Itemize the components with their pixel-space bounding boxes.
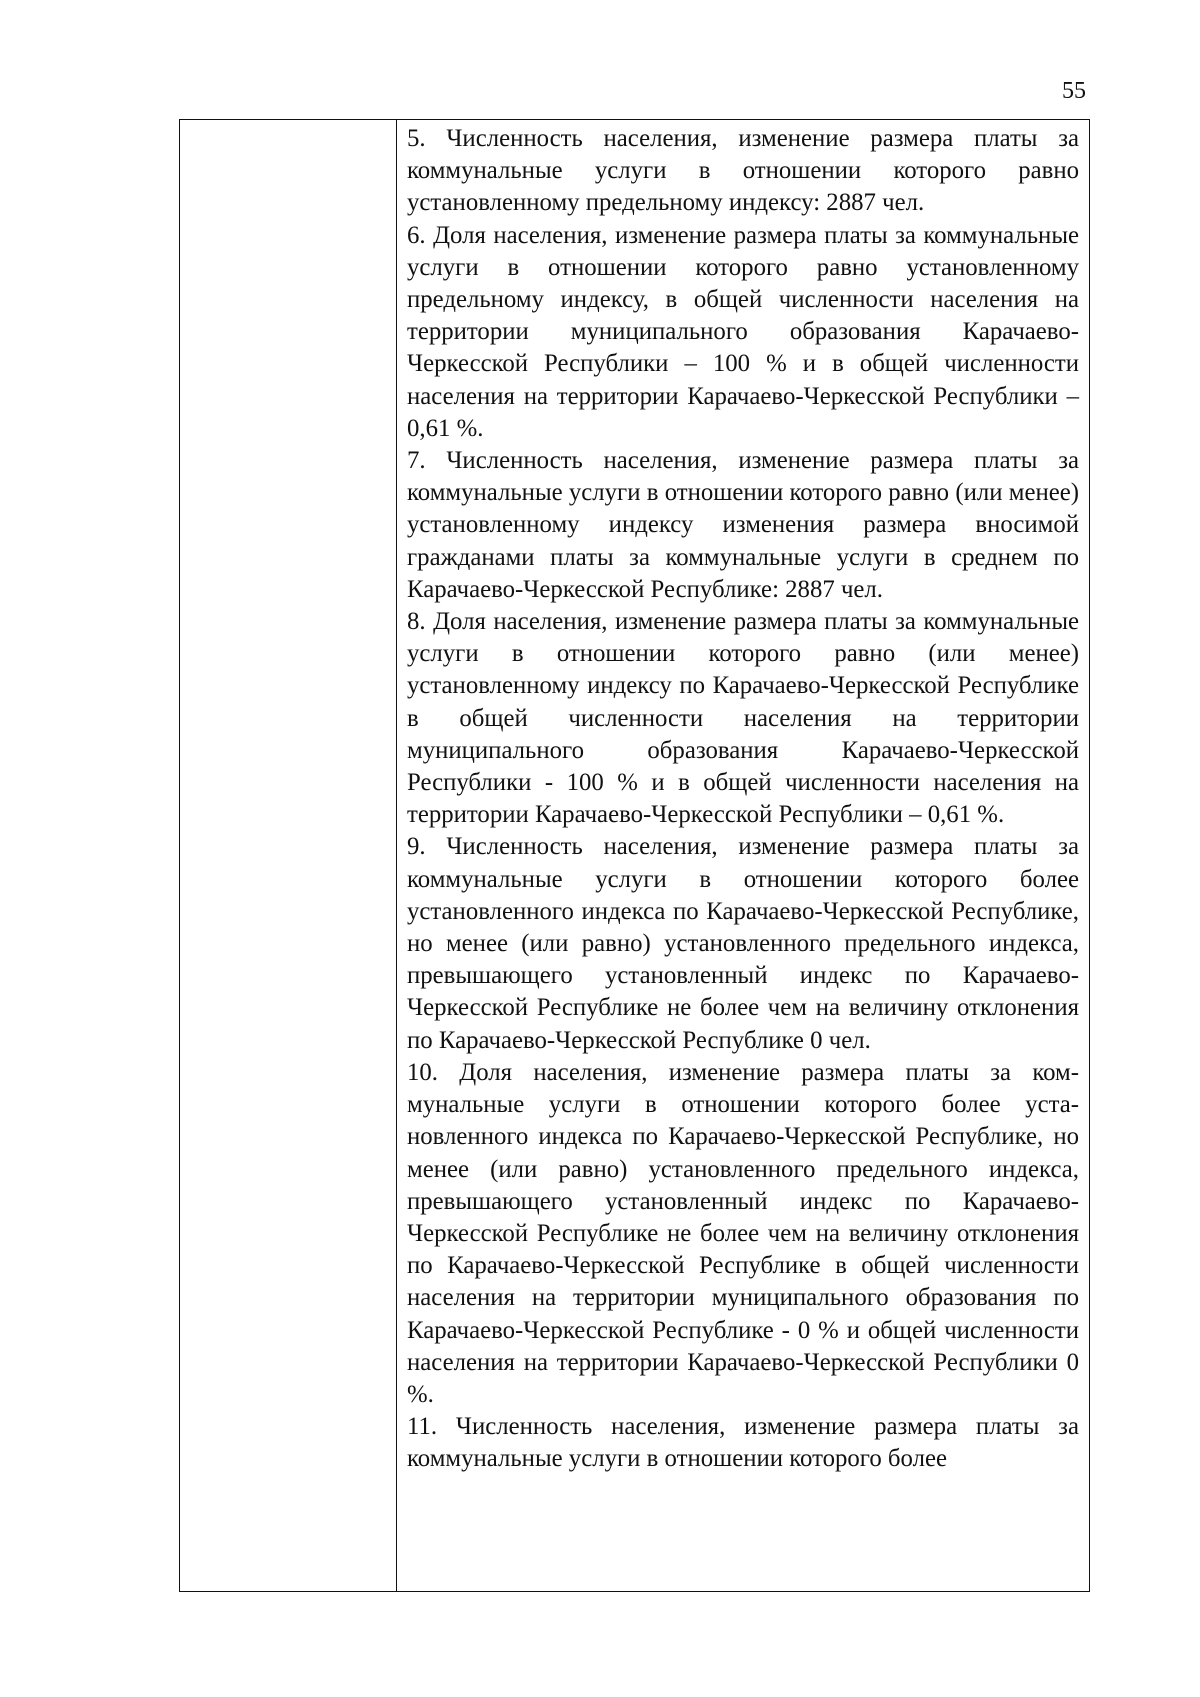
paragraph-item-10: 10. Доля населения, изменение размера платы за коммунальные услуги в отношении которого более установленного индекса по Карачаево-Черкесской Республике, но менее (или равно) установленного предельного индекса, превышающего установленный индекс по Карачаево-Черкесской Республике не более чем на величину отклонения по Карачаево-Черкесской Республике в общей численности населения на территории муниципального образования по Карачаево-Черкесской Республике - 0 % и общей численности населения на территории Карачаево-Черкесской Республики 0 %. bbox=[407, 1058, 1079, 1408]
paragraph-item-5: 5. Численность населения, изменение размера платы за коммунальные услуги в отношении которого равно установленному предельному индексу: 2887 чел. bbox=[407, 125, 1079, 217]
paragraph-item-9: 9. Численность населения, изменение размера платы за коммунальные услуги в отношении которого более установленного индекса по Карачаево-Черкесской Республике, но менее (или равно) установленного предельного индекса, превышающего установленный индекс по Карачаево-Черкесской Республике не более чем на величину отклонения по Карачаево-Черкесской Республике 0 чел. bbox=[407, 833, 1079, 1054]
paragraph-item-8: 8. Доля населения, изменение размера платы за коммунальные услуги в отношении которого равно (или менее) установленному индексу по Карачаево-Черкесской Республике в общей численности населения на территории муниципального образования Карачаево-Черкесской Республики - 100 % и в общей численности населения на территории Карачаево-Черкесской Республики – 0,61 %. bbox=[407, 608, 1079, 829]
paragraph-item-7: 7. Численность населения, изменение размера платы за коммунальные услуги в отношении которого равно (или менее) установленному индексу изменения размера вносимой гражданами платы за коммунальные услуги в среднем по Карачаево-Черкесской Республике: 2887 чел. bbox=[407, 447, 1079, 603]
paragraph-item-11: 11. Численность населения, изменение размера платы за коммунальные услуги в отношении которого более bbox=[407, 1413, 1079, 1473]
document-table bbox=[179, 119, 1090, 1592]
table-left-cell bbox=[180, 120, 397, 1591]
paragraph-item-6: 6. Доля населения, изменение размера платы за коммунальные услуги в отношении которого равно установленному предельному индексу, в общей численности населения на территории муниципального образования Карачаево-Черкесской Республики – 100 % и в общей численности населения на территории Карачаево-Черкесской Республики – 0,61 %. bbox=[407, 221, 1079, 442]
table-right-cell bbox=[397, 120, 1089, 1591]
page-number: 55 bbox=[1062, 78, 1086, 104]
